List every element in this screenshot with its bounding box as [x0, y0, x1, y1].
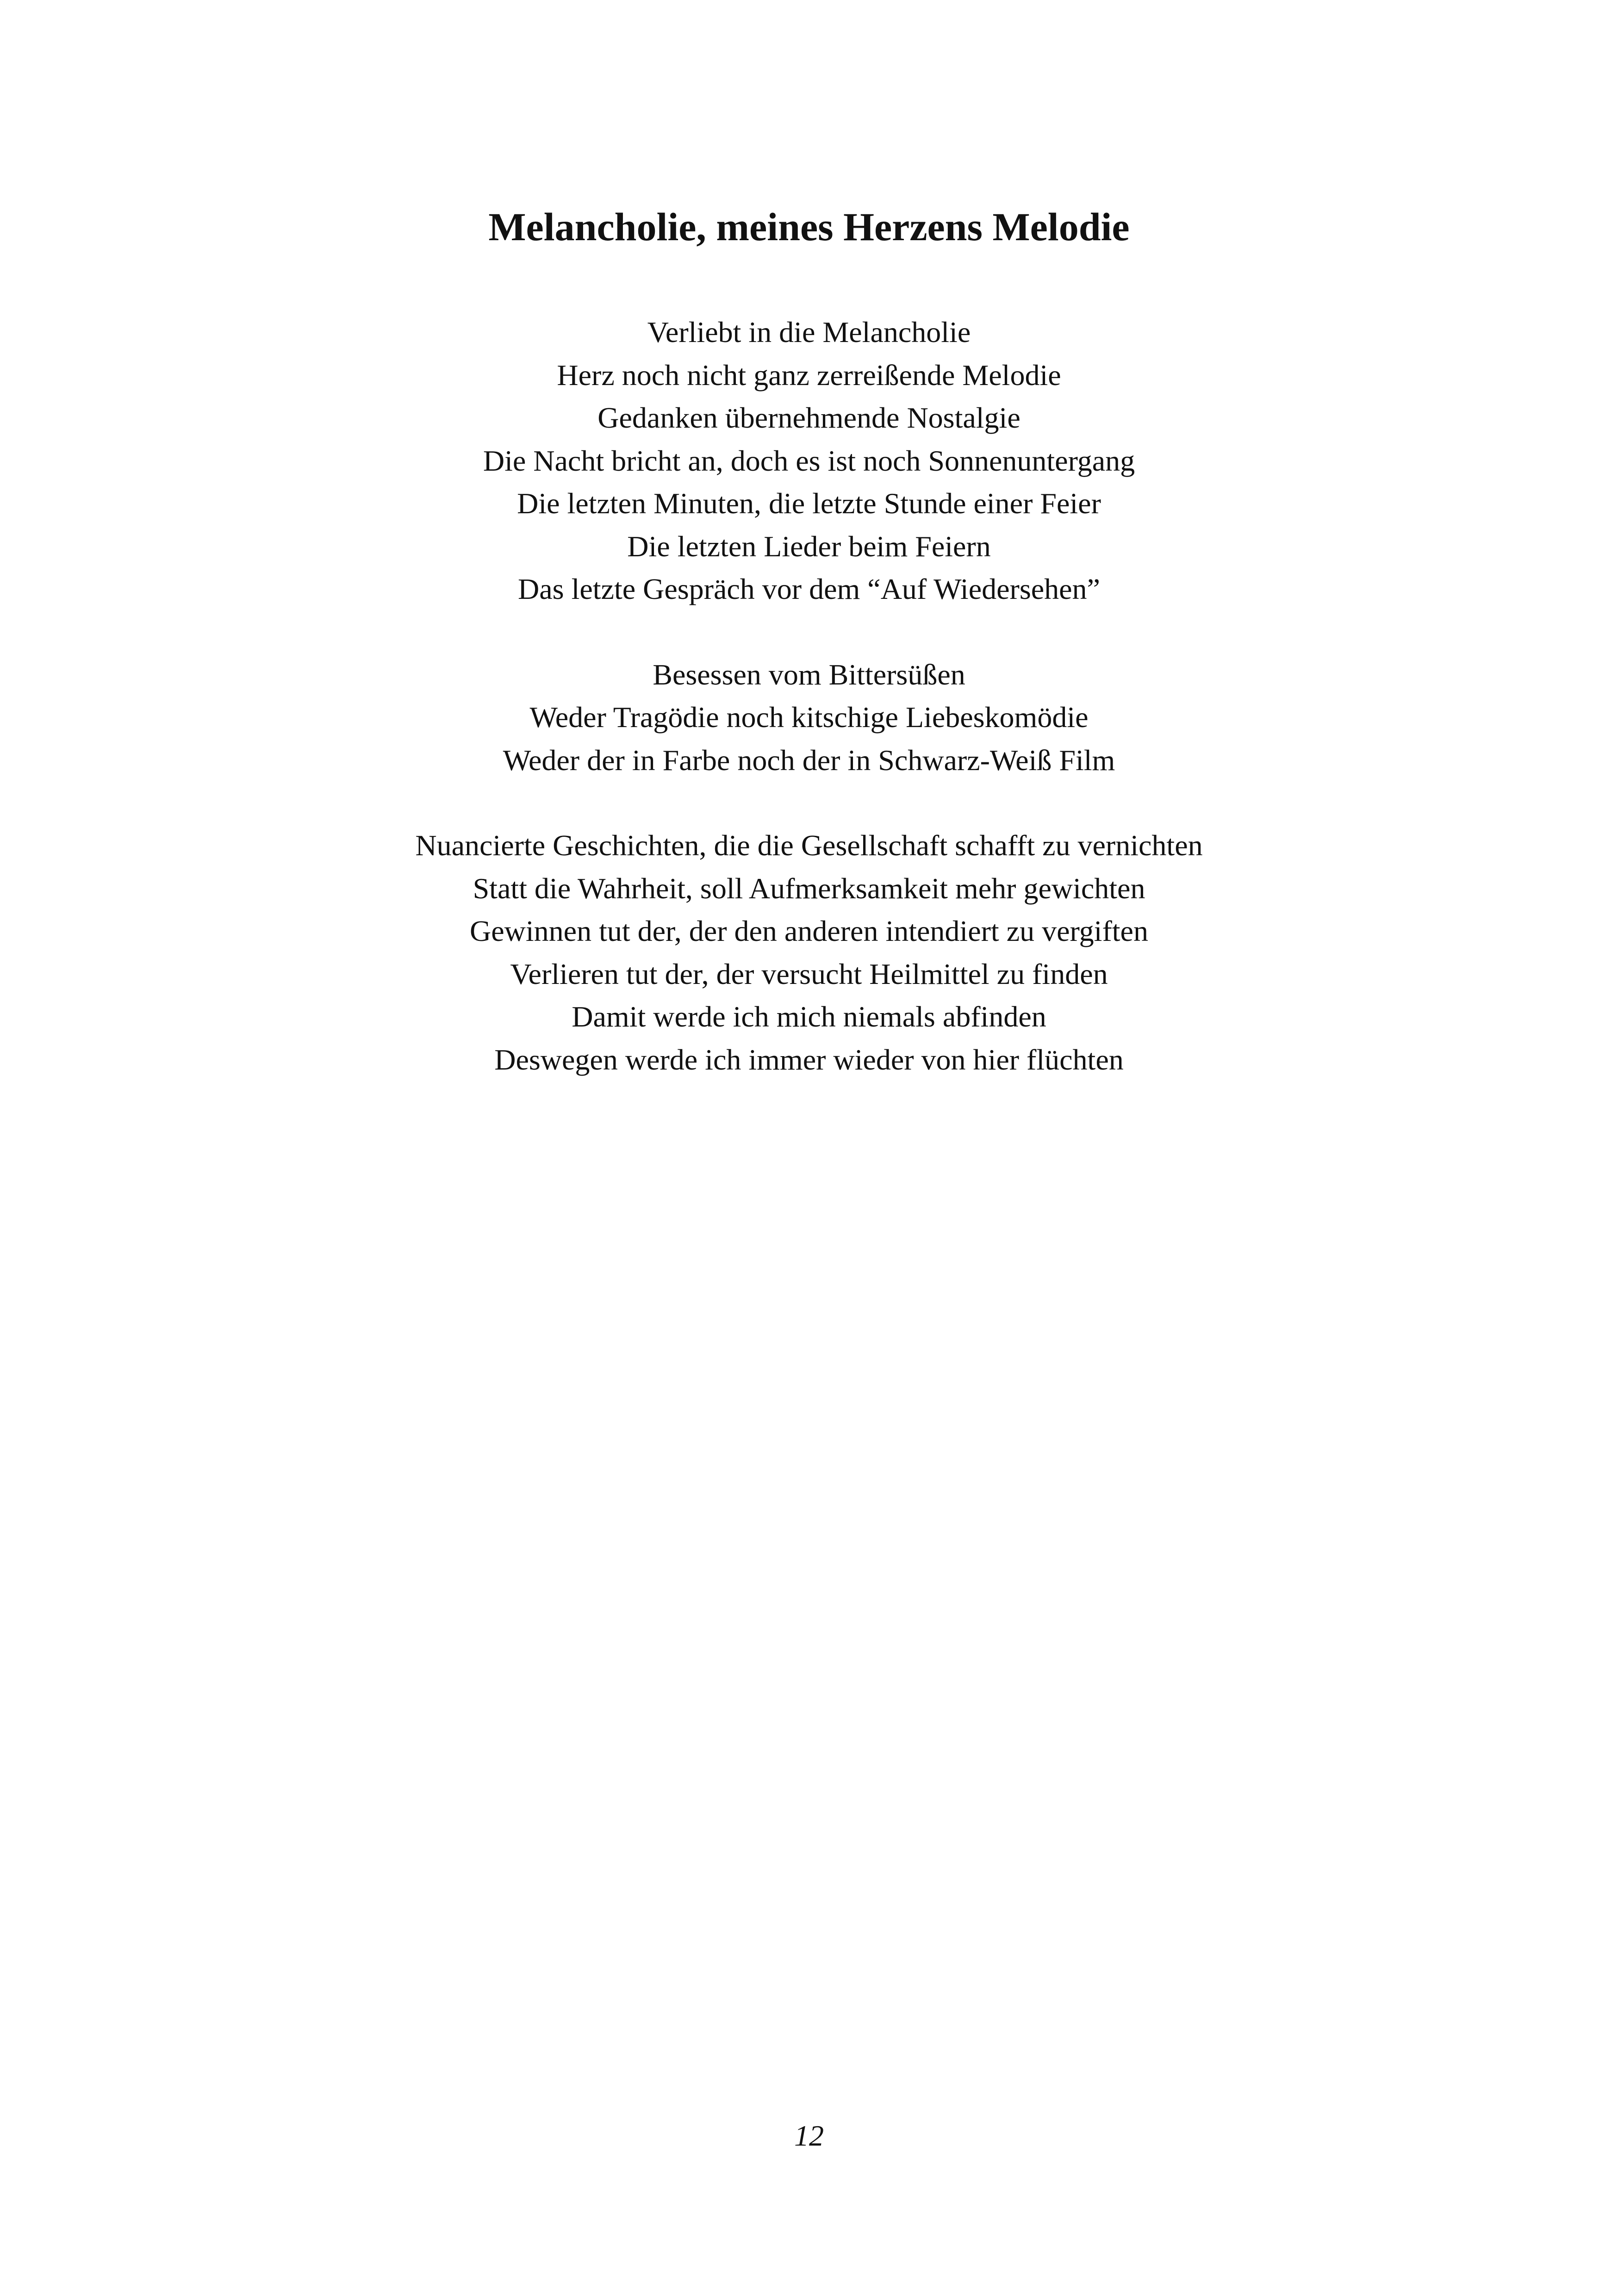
poem-line: Die letzten Lieder beim Feiern — [627, 529, 991, 563]
stanza-3 — [0, 824, 1618, 1081]
poem-line: Weder Tragödie noch kitschige Liebeskomödie — [529, 701, 1089, 734]
poem-line: Damit werde ich mich niemals abfinden — [572, 1000, 1046, 1033]
poem-line: Verlieren tut der, der versucht Heilmittel zu finden — [510, 957, 1108, 990]
poem-line: Die Nacht bricht an, doch es ist noch Sonnenuntergang — [483, 444, 1135, 477]
stanza-1 — [0, 311, 1618, 611]
poem-title: Melancholie, meines Herzens Melodie — [488, 205, 1130, 249]
poem-line: Verliebt in die Melancholie — [647, 316, 971, 348]
poem-line: Besessen vom Bittersüßen — [653, 658, 965, 691]
poem-line: Das letzte Gespräch vor dem “Auf Wiedersehen” — [518, 572, 1100, 605]
poem-line: Deswegen werde ich immer wieder von hier flüchten — [494, 1043, 1124, 1076]
poem-line: Gedanken übernehmende Nostalgie — [597, 401, 1021, 434]
poem-line: Statt die Wahrheit, soll Aufmerksamkeit mehr gewichten — [473, 871, 1145, 905]
poem-line: Nuancierte Geschichten, die die Gesellschaft schafft zu vernichten — [415, 829, 1203, 862]
poem-line: Weder der in Farbe noch der in Schwarz-Weiß Film — [503, 743, 1115, 777]
poem-line: Die letzten Minuten, die letzte Stunde einer Feier — [517, 487, 1101, 520]
page-number: 12 — [794, 2119, 824, 2152]
stanza-2 — [0, 653, 1618, 782]
poem-body — [0, 311, 1618, 1124]
poem-line: Gewinnen tut der, der den anderen intendiert zu vergiften — [470, 915, 1148, 947]
poem-line: Herz noch nicht ganz zerreißende Melodie — [557, 358, 1061, 392]
